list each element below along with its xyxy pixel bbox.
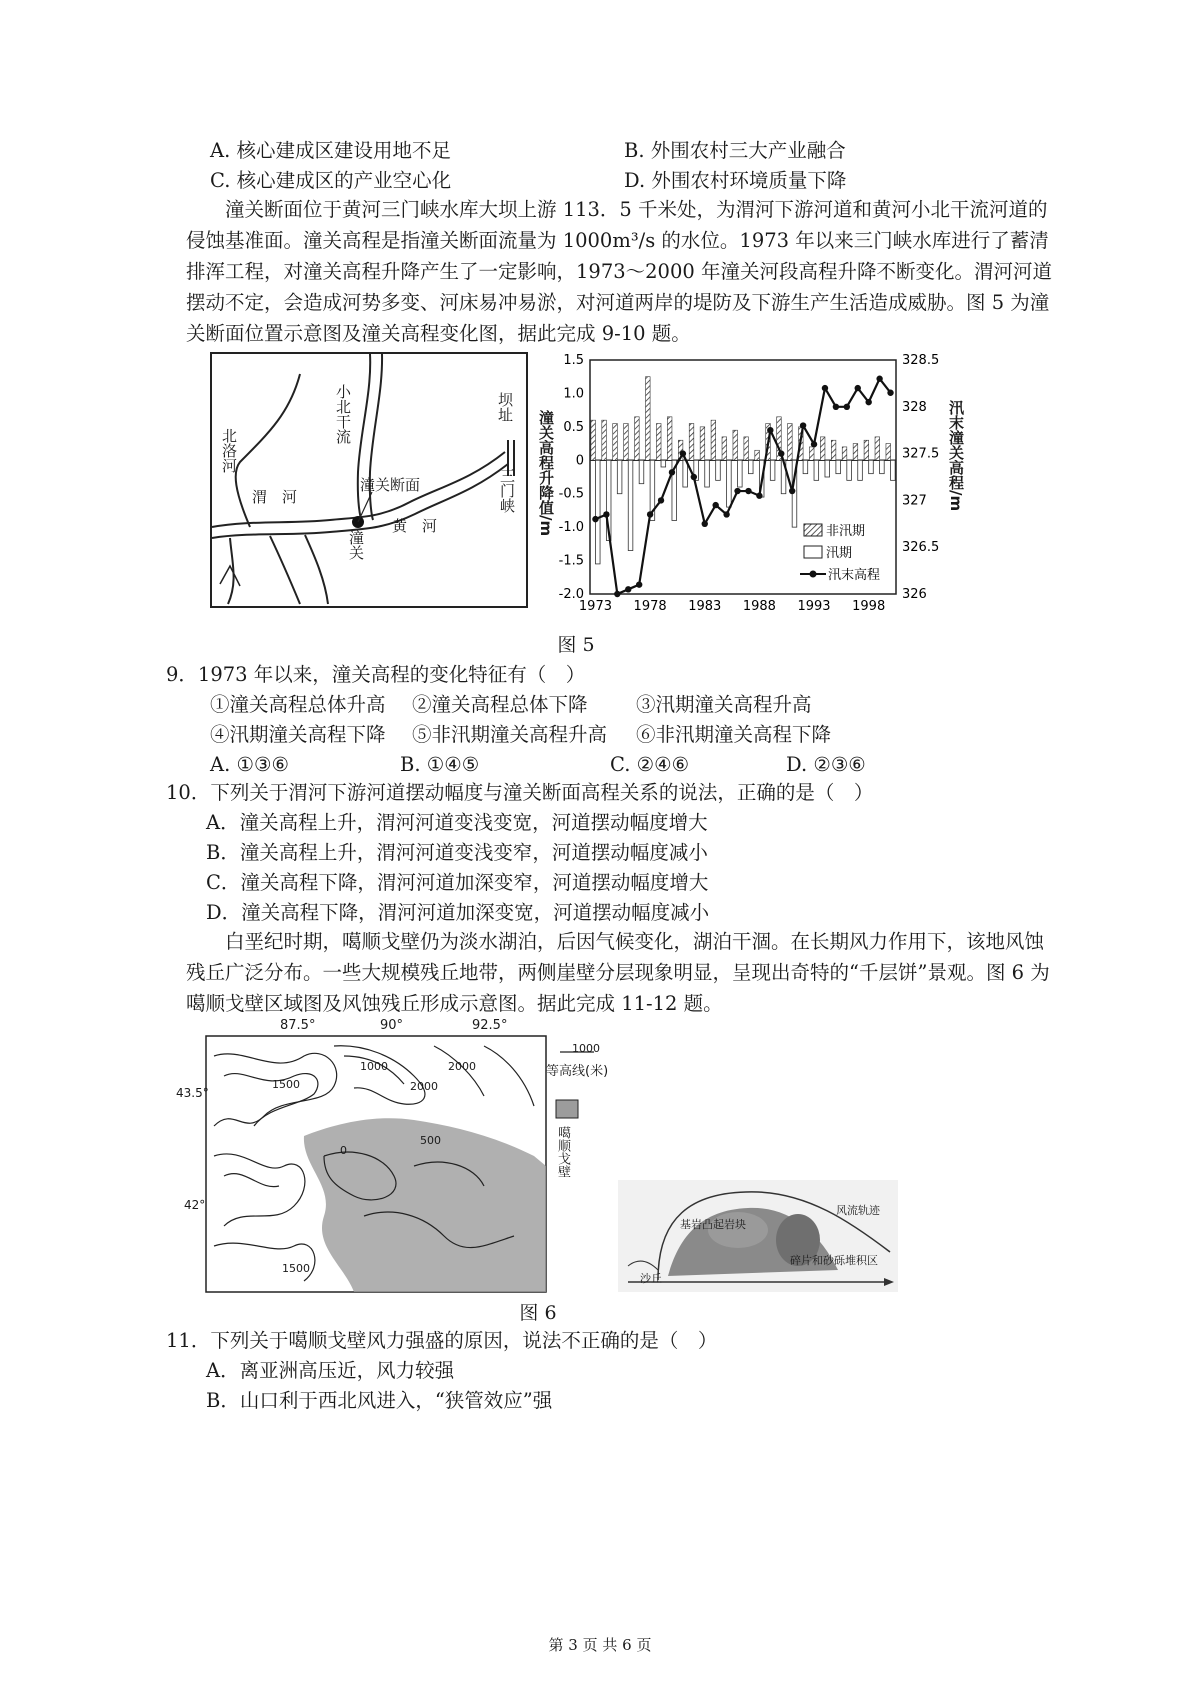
bar-nonflood-1986	[733, 430, 738, 460]
xtick: 1978	[633, 599, 667, 614]
fig6-contour-0: 0	[340, 1144, 347, 1157]
bar-flood-1994	[825, 460, 830, 477]
xtick: 1988	[742, 599, 776, 614]
bar-nonflood-1998	[864, 440, 869, 460]
bar-nonflood-1976	[624, 424, 629, 461]
point-elevation-1980	[669, 469, 675, 475]
point-elevation-1996	[844, 404, 850, 410]
label-xiaobei: 小北干流	[334, 384, 352, 444]
point-elevation-1973	[592, 516, 598, 522]
xtick: 1973	[578, 599, 613, 614]
q9-stem: 9．1973 年以来，潼关高程的变化特征有（ ）	[166, 663, 586, 686]
bar-nonflood-1979	[656, 424, 661, 461]
passage-gobi: 白垩纪时期，噶顺戈壁仍为淡水湖泊，后因气候变化，湖泊干涸。在长期风力作用下，该地风蚀残丘广泛分布。一些大规模残丘地带，两侧崖壁分层现象明显，呈现出奇特的“千层饼”景观。图 6 为噶顺戈壁区域图及风蚀残丘形成示意图。据此完成 11-12 题。	[186, 930, 1050, 1015]
q9-option-c: C. ②④⑥	[610, 753, 690, 776]
ytick-right: 328	[902, 399, 927, 415]
q8-option-a: A. 核心建成区建设用地不足	[210, 139, 451, 162]
bar-nonflood-2000	[886, 444, 891, 461]
label-tongguan: 潼关	[347, 530, 365, 560]
point-elevation-1997	[855, 385, 861, 391]
bar-flood-1997	[858, 460, 863, 480]
chart5-ylabel-left: 潼关高程升降值/m	[537, 410, 555, 537]
point-elevation-2000	[887, 390, 893, 396]
ytick-left: 0.5	[563, 419, 584, 435]
ytick-left: 0	[575, 453, 584, 469]
bar-nonflood-1982	[689, 424, 694, 461]
q8-option-c: C. 核心建成区的产业空心化	[210, 169, 452, 192]
point-elevation-1999	[876, 376, 882, 382]
ytick-right: 328.5	[902, 353, 940, 368]
bar-nonflood-1985	[722, 437, 727, 460]
q11-stem: 11．下列关于噶顺戈壁风力强盛的原因，说法不正确的是（ ）	[166, 1329, 718, 1352]
bar-flood-1985	[727, 460, 732, 507]
point-elevation-1989	[767, 427, 773, 433]
fig6-caption: 图 6	[519, 1302, 557, 1324]
point-elevation-1984	[712, 502, 718, 508]
ytick-left: -1.5	[558, 553, 584, 569]
bar-flood-1979	[661, 460, 666, 467]
q10-stem: 10．下列关于渭河下游河道摆动幅度与潼关断面高程关系的说法，正确的是（ ）	[166, 781, 874, 804]
ytick-right: 327	[902, 493, 927, 509]
point-elevation-1986	[734, 488, 740, 494]
point-elevation-1985	[723, 511, 729, 517]
legend-elev: 汛末高程	[828, 568, 881, 583]
point-elevation-1987	[745, 488, 751, 494]
fig6-lon-1: 87.5°	[280, 1018, 316, 1033]
point-elevation-1995	[833, 404, 839, 410]
ytick-left: -2.0	[558, 587, 584, 602]
bar-flood-1993	[814, 460, 819, 480]
q9-item-4: ④汛期潼关高程下降	[210, 723, 386, 746]
point-elevation-1990	[778, 450, 784, 456]
bar-nonflood-1995	[831, 440, 836, 460]
point-elevation-1976	[625, 586, 631, 592]
fig6-lat-1: 43.5°	[176, 1086, 209, 1100]
q10-option-d: D．潼关高程下降，渭河河道加深变宽，河道摆动幅度减小	[206, 901, 710, 924]
q9-item-5: ⑤非汛期潼关高程升高	[412, 723, 608, 746]
bar-flood-1977	[639, 460, 644, 483]
bar-nonflood-1997	[853, 444, 858, 461]
ytick-right: 326	[902, 587, 927, 602]
ytick-right: 326.5	[902, 540, 940, 556]
fig6-label-bedrock: 基岩凸起岩块	[680, 1218, 746, 1231]
point-elevation-1977	[636, 581, 642, 587]
q9-item-6: ⑥非汛期潼关高程下降	[636, 723, 832, 746]
point-elevation-1991	[789, 488, 795, 494]
q9-option-d: D. ②③⑥	[786, 753, 866, 776]
ytick-right: 327.5	[902, 446, 940, 462]
bar-nonflood-1994	[820, 437, 825, 460]
point-elevation-1998	[865, 399, 871, 405]
bar-flood-1975	[617, 460, 622, 493]
fig6-contour-500: 500	[420, 1134, 441, 1147]
bar-nonflood-1999	[875, 437, 880, 460]
bar-flood-1986	[738, 460, 743, 487]
point-elevation-1978	[647, 511, 653, 517]
fig6-legend-contour-value: 1000	[572, 1042, 600, 1055]
xtick: 1993	[797, 599, 831, 614]
fig6-lon-2: 90°	[380, 1018, 404, 1033]
bar-nonflood-1974	[602, 420, 607, 460]
bar-nonflood-1980	[667, 417, 672, 460]
label-huanghe: 黄 河	[392, 517, 438, 535]
bar-nonflood-1996	[842, 447, 847, 460]
label-section: 潼关断面	[360, 476, 421, 494]
q8-option-b: B. 外围农村三大产业融合	[624, 139, 846, 162]
bar-flood-1987	[748, 460, 753, 473]
fig6-lon-3: 92.5°	[472, 1018, 508, 1033]
fig5-chart	[536, 352, 976, 614]
bar-flood-1984	[716, 460, 721, 480]
point-elevation-1994	[822, 385, 828, 391]
passage-tongguan: 潼关断面位于黄河三门峡水库大坝上游 113．5 千米处，为渭河下游河道和黄河小北干流河道的侵蚀基准面。潼关高程是指潼关断面流量为 1000m³/s 的水位。1973 年以来三门峡水库进行了蓄清排浑工程，对潼关高程升降产生了一定影响，1973～2000 年潼关河段高程升降不断变化。渭河河道摆动不定，会造成河势多变、河床易冲易淤，对河道两岸的堤防及下游生产生活造成威胁。图 5 为潼关断面位置示意图及潼关高程变化图，据此完成 9-10 题。	[186, 198, 1052, 345]
q9-item-2: ②潼关高程总体下降	[412, 693, 588, 716]
fig6-label-flow: 风流轨迹	[836, 1204, 880, 1217]
label-sanmenxia: 三门峡	[498, 468, 516, 513]
chart5-ylabel-right: 汛末潼关高程/m	[947, 400, 965, 512]
q9-option-b: B. ①④⑤	[400, 753, 480, 776]
bar-flood-1983	[705, 460, 710, 487]
fig6-contour-1500: 1500	[272, 1078, 300, 1091]
q10-option-c: C．潼关高程下降，渭河河道加深变窄，河道摆动幅度增大	[206, 871, 709, 894]
bar-nonflood-1984	[711, 420, 716, 460]
xtick: 1998	[852, 599, 886, 614]
fig6-contour-1000: 1000	[360, 1060, 388, 1073]
point-elevation-1983	[702, 521, 708, 527]
bar-flood-1973	[595, 460, 600, 564]
legend-nonflood: 非汛期	[826, 524, 866, 539]
legend-flood: 汛期	[826, 546, 853, 561]
ytick-left: 1.5	[563, 353, 584, 368]
q10-option-b: B．潼关高程上升，渭河河道变浅变窄，河道摆动幅度减小	[206, 841, 708, 864]
bar-nonflood-1975	[613, 424, 618, 461]
bar-nonflood-1983	[700, 427, 705, 460]
q8-option-d: D. 外围农村环境质量下降	[624, 169, 847, 192]
fig6-label-dune: 沙丘	[640, 1272, 662, 1285]
q11-option-b: B．山口利于西北风进入，“狭管效应”强	[206, 1389, 553, 1412]
bar-flood-1992	[803, 460, 808, 473]
ytick-left: 1.0	[563, 386, 584, 402]
bar-nonflood-1973	[591, 420, 596, 460]
q9-item-1: ①潼关高程总体升高	[210, 693, 386, 716]
q10-option-a: A．潼关高程上升，渭河河道变浅变宽，河道摆动幅度增大	[206, 811, 708, 834]
fig6-map	[184, 1016, 598, 1294]
point-elevation-1982	[691, 474, 697, 480]
bar-nonflood-1993	[809, 447, 814, 460]
label-bazhi: 坝址	[496, 392, 514, 422]
fig6-label-debris: 碎片和砂砾堆积区	[790, 1254, 878, 1267]
fig6-legend-area: 噶顺戈壁	[555, 1126, 570, 1178]
label-beiluo: 北洛河	[220, 428, 238, 473]
point-elevation-1975	[614, 591, 620, 597]
ytick-left: -1.0	[558, 520, 584, 536]
bar-nonflood-1988	[755, 450, 760, 460]
bar-flood-1999	[880, 460, 885, 473]
fig6-legend-contour: 等高线(米)	[546, 1064, 609, 1079]
page-footer: 第 3 页 共 6 页	[548, 1636, 652, 1654]
bar-nonflood-1977	[635, 417, 640, 460]
fig6-contour-2000b: 2000	[410, 1080, 438, 1093]
q9-option-a: A. ①③⑥	[210, 753, 289, 776]
point-elevation-1974	[603, 511, 609, 517]
point-elevation-1979	[658, 497, 664, 503]
bar-flood-1996	[847, 460, 852, 480]
bar-nonflood-1987	[744, 437, 749, 460]
bar-nonflood-1978	[646, 377, 651, 461]
fig6-contour-1500b: 1500	[282, 1262, 310, 1275]
label-weihe: 渭 河	[252, 488, 298, 506]
bar-flood-2000	[891, 460, 896, 480]
bar-flood-1995	[836, 460, 841, 473]
bar-flood-1998	[869, 460, 874, 473]
q9-item-3: ③汛期潼关高程升高	[636, 693, 812, 716]
fig6-lat-2: 42°	[184, 1198, 206, 1212]
point-elevation-1993	[811, 441, 817, 447]
xtick: 1983	[688, 599, 722, 614]
line-elevation	[595, 379, 890, 594]
q11-option-a: A．离亚洲高压近，风力较强	[206, 1359, 455, 1382]
bar-nonflood-1991	[788, 424, 793, 461]
fig6-contour-2000a: 2000	[448, 1060, 476, 1073]
ytick-left: -0.5	[558, 486, 584, 502]
bar-flood-1976	[628, 460, 633, 550]
point-elevation-1988	[756, 493, 762, 499]
bar-flood-1989	[770, 460, 775, 480]
point-elevation-1992	[800, 422, 806, 428]
point-elevation-1981	[680, 450, 686, 456]
fig5-caption: 图 5	[557, 634, 595, 656]
